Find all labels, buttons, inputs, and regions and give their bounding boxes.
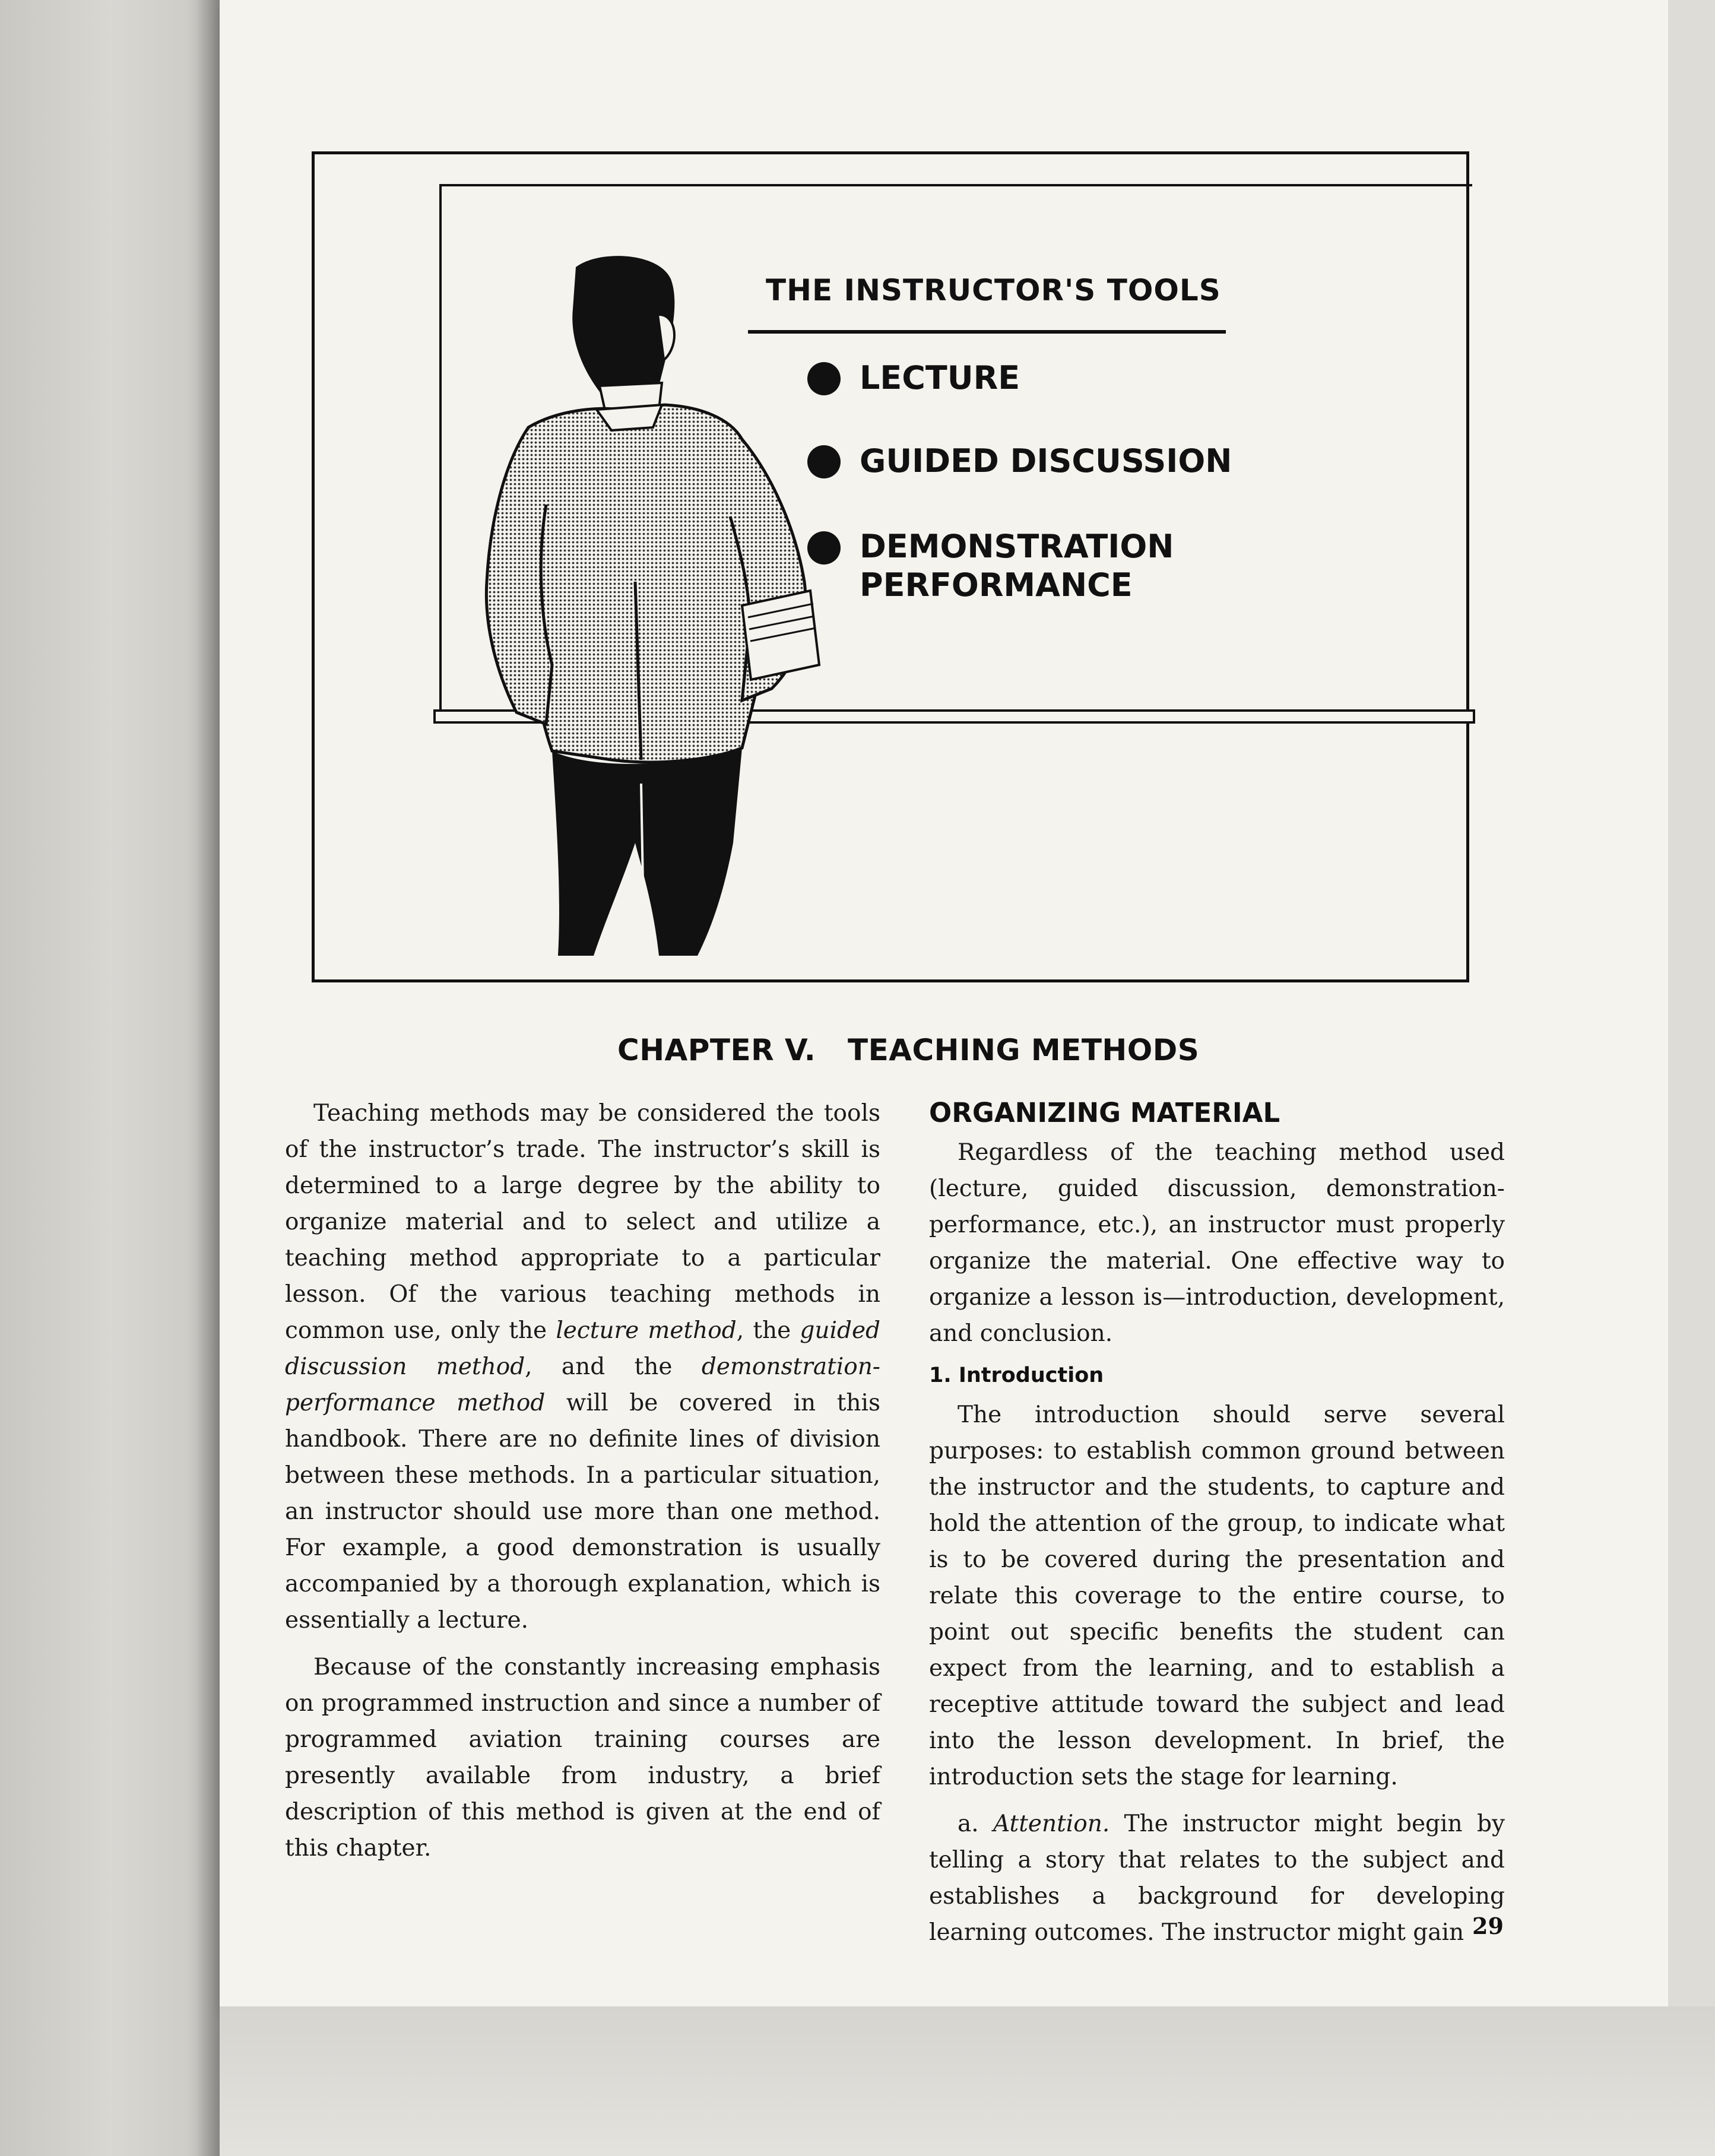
paragraph-gap — [285, 1638, 880, 1649]
tool-demonstration: DEMONSTRATION — [860, 528, 1174, 565]
paragraph: Because of the constantly increasing emphasis on programmed instruction and since a number of programmed aviation training courses are presently available from industry, a brief description of this method is given at the end of this chapter. — [285, 1654, 880, 1862]
instructor-figure — [463, 249, 831, 962]
italic-guided-method: guided discussion method — [285, 1317, 880, 1380]
tool-guided-discussion: GUIDED DISCUSSION — [860, 442, 1232, 480]
page-number: 29 — [1472, 1913, 1504, 1939]
italic-demo-method: demonstration-performance method — [285, 1353, 880, 1416]
text-run: , and the — [525, 1353, 702, 1380]
text-run: , the — [736, 1317, 800, 1344]
paragraph-gap — [929, 1795, 1505, 1806]
facing-page-left — [0, 0, 220, 2156]
table-surface — [220, 2006, 1715, 2156]
paragraph — [929, 1806, 1505, 1951]
right-column — [929, 1095, 1505, 1951]
tool-performance: PERFORMANCE — [860, 566, 1133, 604]
chapter-heading: CHAPTER V. TEACHING METHODS — [617, 1033, 1200, 1067]
text-run: Teaching methods may be considered the tools of the instructor’s trade. The instructor’s skill is determined to a large degree by the ability to organize material and to select and utilize a teaching method appropriate to a particular lesson. Of the various teaching methods in common use, only the — [285, 1100, 880, 1344]
italic-attention: Attention. — [993, 1811, 1110, 1837]
paragraph — [285, 1095, 880, 1638]
italic-lecture-method: lecture method — [556, 1317, 737, 1344]
chalkboard-left-edge — [439, 184, 442, 718]
text-run: will be covered in this handbook. There are no definite lines of division between these methods. In a particular situation, an instructor should use more than one method. For example, a good demonstration is usually accompanied by a thorough explanation, which is essentially a lecture. — [285, 1390, 880, 1634]
text-run: The instructor might begin by telling a story that relates to the subject and establishes a background for developing learning outcomes. The instructor might gain — [929, 1811, 1505, 1946]
board-title: THE INSTRUCTOR'S TOOLS — [766, 273, 1221, 307]
page-edge — [1668, 0, 1715, 2006]
paragraph: Regardless of the teaching method used (lecture, guided discussion, demonstration-performance, etc.), an instructor must properly organize the material. One effective way to organize a lesson is—introduction, development, and conclusion. — [929, 1139, 1505, 1347]
left-column — [285, 1095, 880, 1866]
subsection-heading: 1. Introduction — [929, 1364, 1104, 1387]
tool-lecture: LECTURE — [860, 359, 1020, 397]
text-run: a. — [958, 1811, 994, 1837]
chalkboard-top-edge — [439, 184, 1472, 186]
paragraph: The introduction should serve several purposes: to establish common ground between the instructor and the students, to capture and hold the attention of the group, to indicate what is to be covered during the presentation and relate this coverage to the entire course, to point out specific benefits the student can expect from the learning, and to establish a receptive attitude toward the subject and lead into the lesson development. In brief, the introduction sets the stage for learning. — [929, 1402, 1505, 1790]
section-heading: ORGANIZING MATERIAL — [929, 1097, 1280, 1128]
